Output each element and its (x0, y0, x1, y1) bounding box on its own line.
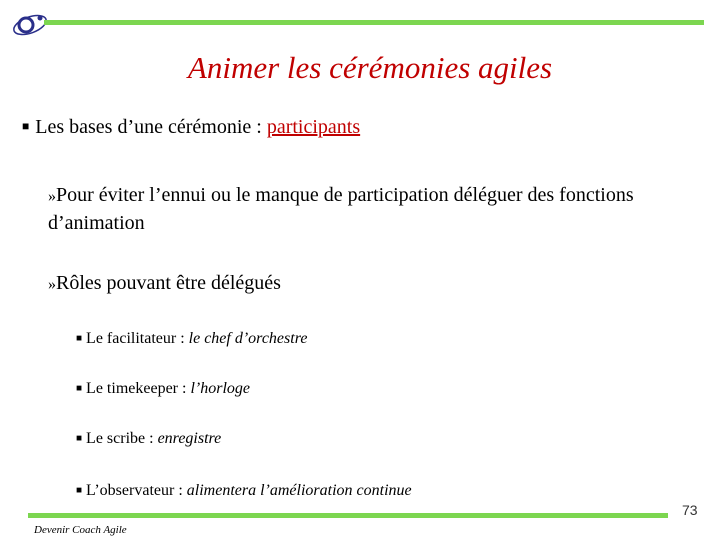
role-item (76, 330, 307, 348)
participants-link[interactable]: participants (266, 116, 361, 138)
role-desc: enregistre (157, 430, 222, 447)
sub-item (48, 182, 688, 236)
role-label: Le scribe : (86, 430, 158, 447)
role-item (76, 380, 250, 398)
role-desc: le chef d’orchestre (188, 330, 308, 347)
sub-item-text: Rôles pouvant être délégués (56, 272, 281, 294)
bullet-square-icon: ■ (76, 383, 83, 394)
role-desc: alimentera l’amélioration continue (186, 482, 412, 499)
bullet-square-icon: ■ (76, 485, 83, 496)
sub-item (48, 270, 688, 298)
slide-title: Animer les cérémonies agiles (187, 50, 553, 85)
role-item (76, 482, 412, 500)
role-item (76, 430, 221, 448)
role-label: L’observateur : (86, 482, 187, 499)
bottom-divider (28, 513, 668, 518)
main-bullet-text: Les bases d’une cérémonie : (35, 116, 267, 138)
role-desc: l’horloge (190, 380, 250, 397)
main-bullet (22, 116, 360, 139)
sub-item-text: Pour éviter l’ennui ou le manque de participation déléguer des fonctions d’animation (48, 184, 634, 234)
bullet-square-icon: ■ (76, 433, 83, 444)
logo-icon (10, 8, 50, 42)
page-number: 73 (682, 502, 698, 518)
footer-text: Devenir Coach Agile (34, 524, 127, 536)
chevron-right-icon: » (48, 276, 56, 293)
bullet-square-icon: ■ (22, 119, 30, 133)
chevron-right-icon: » (48, 188, 56, 205)
top-divider (44, 20, 704, 25)
bullet-square-icon: ■ (76, 333, 83, 344)
role-label: Le facilitateur : (86, 330, 189, 347)
role-label: Le timekeeper : (86, 380, 191, 397)
